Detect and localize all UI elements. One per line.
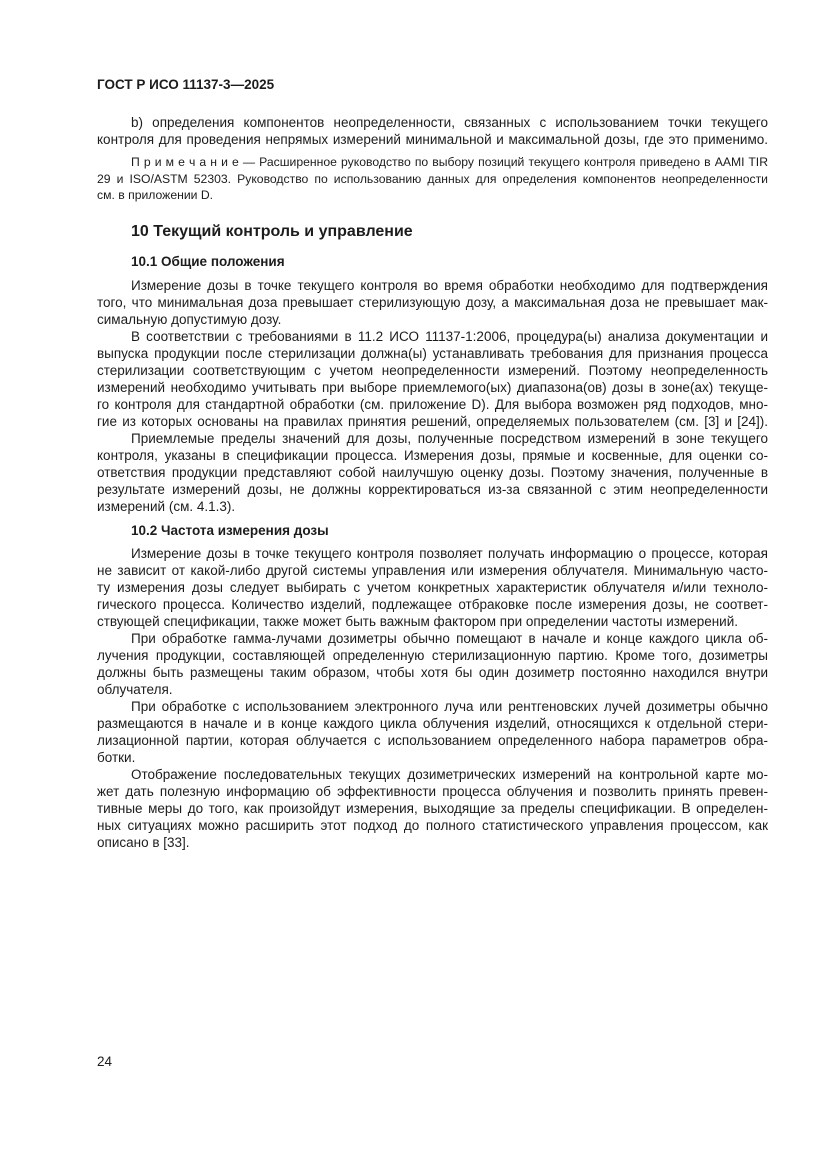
paragraph-line: контроля, указаны в спецификации процесса. Измерения дозы, прямые и косвенные, для оценки со- bbox=[97, 448, 768, 463]
paragraph bbox=[97, 430, 768, 515]
paragraph-line: Приемлемые пределы значений для дозы, полученные посредством измерений в зоне текущего bbox=[131, 431, 768, 446]
paragraph-line: контроля для проведения непрямых измерений минимальной и максимальной дозы, где это применимо. bbox=[97, 132, 768, 147]
paragraph-line: стерилизации соответствующим с учетом неопределенности измерений. Поэтому неопределенность bbox=[97, 363, 768, 378]
paragraph bbox=[97, 545, 768, 630]
paragraph-line: описано в [33]. bbox=[97, 835, 190, 850]
paragraph-line: Измерение дозы в точке текущего контроля во время обработки необходимо для подтверждения bbox=[131, 278, 768, 293]
paragraph-line: При обработке с использованием электронного луча или рентгеновских лучей дозиметры обычно bbox=[131, 699, 768, 714]
document-header: ГОСТ Р ИСО 11137-3—2025 bbox=[97, 77, 275, 92]
paragraph-line: гического процесса. Количество изделий, подлежащее отбраковке после измерения дозы, не соответ- bbox=[97, 597, 768, 612]
paragraph bbox=[97, 328, 768, 430]
paragraph-line: гие из которых основаны на правилах принятия решений, определяемых пользователем (см. [3] и [24]). bbox=[97, 414, 768, 429]
paragraph bbox=[97, 766, 768, 851]
paragraph-line: жет дать полезную информацию об эффективности процесса облучения и позволить принять превен- bbox=[97, 784, 768, 799]
subsection-heading-block bbox=[97, 253, 768, 270]
paragraph-line: лизационной партии, которая облучается с использованием определенного набора параметров обра- bbox=[97, 733, 768, 748]
paragraph-line: ных ситуациях можно расширить этот подход до полного статистического управления процессом, как bbox=[97, 818, 768, 833]
paragraph-line: должны быть размещены таким образом, чтобы хотя бы один дозиметр постоянно находился внутри bbox=[97, 665, 768, 680]
paragraph-line: При обработке гамма-лучами дозиметры обычно помещают в начале и конце каждого цикла об- bbox=[131, 631, 768, 646]
paragraph-line: ствующей спецификации, также может быть важным фактором при определении частоты измерений. bbox=[97, 614, 739, 629]
paragraph-line: ту измерения дозы следует выбирать с учетом конкретных характеристик облучателя и/или техноло- bbox=[97, 580, 768, 595]
paragraph bbox=[97, 630, 768, 698]
paragraph-line: Отображение последовательных текущих дозиметрических измерений на контрольной карте мо- bbox=[131, 767, 768, 782]
subsection-heading: 10.2 Частота измерения дозы bbox=[131, 523, 329, 538]
paragraph bbox=[97, 277, 768, 328]
subsection-heading: 10.1 Общие положения bbox=[131, 254, 285, 269]
note-line: П р и м е ч а н и е — Расширенное руководство по выбору позиций текущего контроля приведено в AAMI TIR bbox=[131, 155, 768, 169]
paragraph-line: размещаются в начале и в конце каждого цикла облучения изделий, относящихся к отдельной стери- bbox=[97, 716, 768, 731]
paragraph-line: выпуска продукции после стерилизации должна(ы) устанавливать требования для признания процесса bbox=[97, 346, 768, 361]
subsection-body bbox=[97, 545, 768, 851]
paragraph-line: того, что минимальная доза превышает стерилизующую дозу, а максимальная доза не превышает мак- bbox=[97, 295, 768, 310]
section-heading-block bbox=[97, 222, 768, 242]
page-number: 24 bbox=[97, 1054, 113, 1069]
note-line: 29 и ISO/ASTM 52303. Руководство по использованию данных для определения компонентов неопределенности bbox=[97, 171, 768, 186]
paragraph bbox=[97, 698, 768, 766]
list-item-b bbox=[97, 114, 768, 148]
subsection-heading-block bbox=[97, 522, 768, 539]
paragraph-line: тивные меры до того, как произойдут измерения, выходящие за пределы спецификации. В определен- bbox=[97, 801, 768, 816]
note-block bbox=[97, 154, 768, 204]
paragraph-line: результате измерений дозы, не должны корректироваться из-за связанной с этим неопределенности bbox=[97, 482, 768, 497]
paragraph-line: лучения продукции, составляющей определенную стерилизационную партию. Кроме того, дозиметры bbox=[97, 648, 768, 663]
paragraph-line: симальную допустимую дозу. bbox=[97, 312, 282, 327]
paragraph-line: измерений (см. 4.1.3). bbox=[97, 499, 236, 514]
paragraph-line: не зависит от какой-либо другой системы управления или измерения облучателя. Минимальную часто- bbox=[97, 563, 768, 578]
paragraph-line: В соответствии с требованиями в 11.2 ИСО 11137-1:2006, процедура(ы) анализа документации и bbox=[131, 329, 768, 344]
paragraph-line: Измерение дозы в точке текущего контроля позволяет получать информацию о процессе, которая bbox=[131, 546, 768, 561]
note-line: см. в приложении D. bbox=[97, 188, 214, 202]
paragraph-line: облучателя. bbox=[97, 682, 173, 697]
subsection-body bbox=[97, 277, 768, 515]
paragraph-line: го контроля для стандартной обработки (см. приложение D). Для выбора возможен ряд подходов, мно- bbox=[97, 397, 768, 412]
paragraph-line: ботки. bbox=[97, 750, 136, 765]
paragraph-line: b) определения компонентов неопределенности, связанных с использованием точки текущего bbox=[131, 115, 768, 130]
paragraph-line: ответствия продукции представляют собой наилучшую оценку дозы. Поэтому значения, полученные в bbox=[97, 465, 768, 480]
paragraph-line: измерений необходимо учитывать при выборе приемлемого(ых) диапазона(ов) дозы в зоне(ах) текуще- bbox=[97, 380, 768, 395]
section-heading: 10 Текущий контроль и управление bbox=[131, 223, 413, 240]
